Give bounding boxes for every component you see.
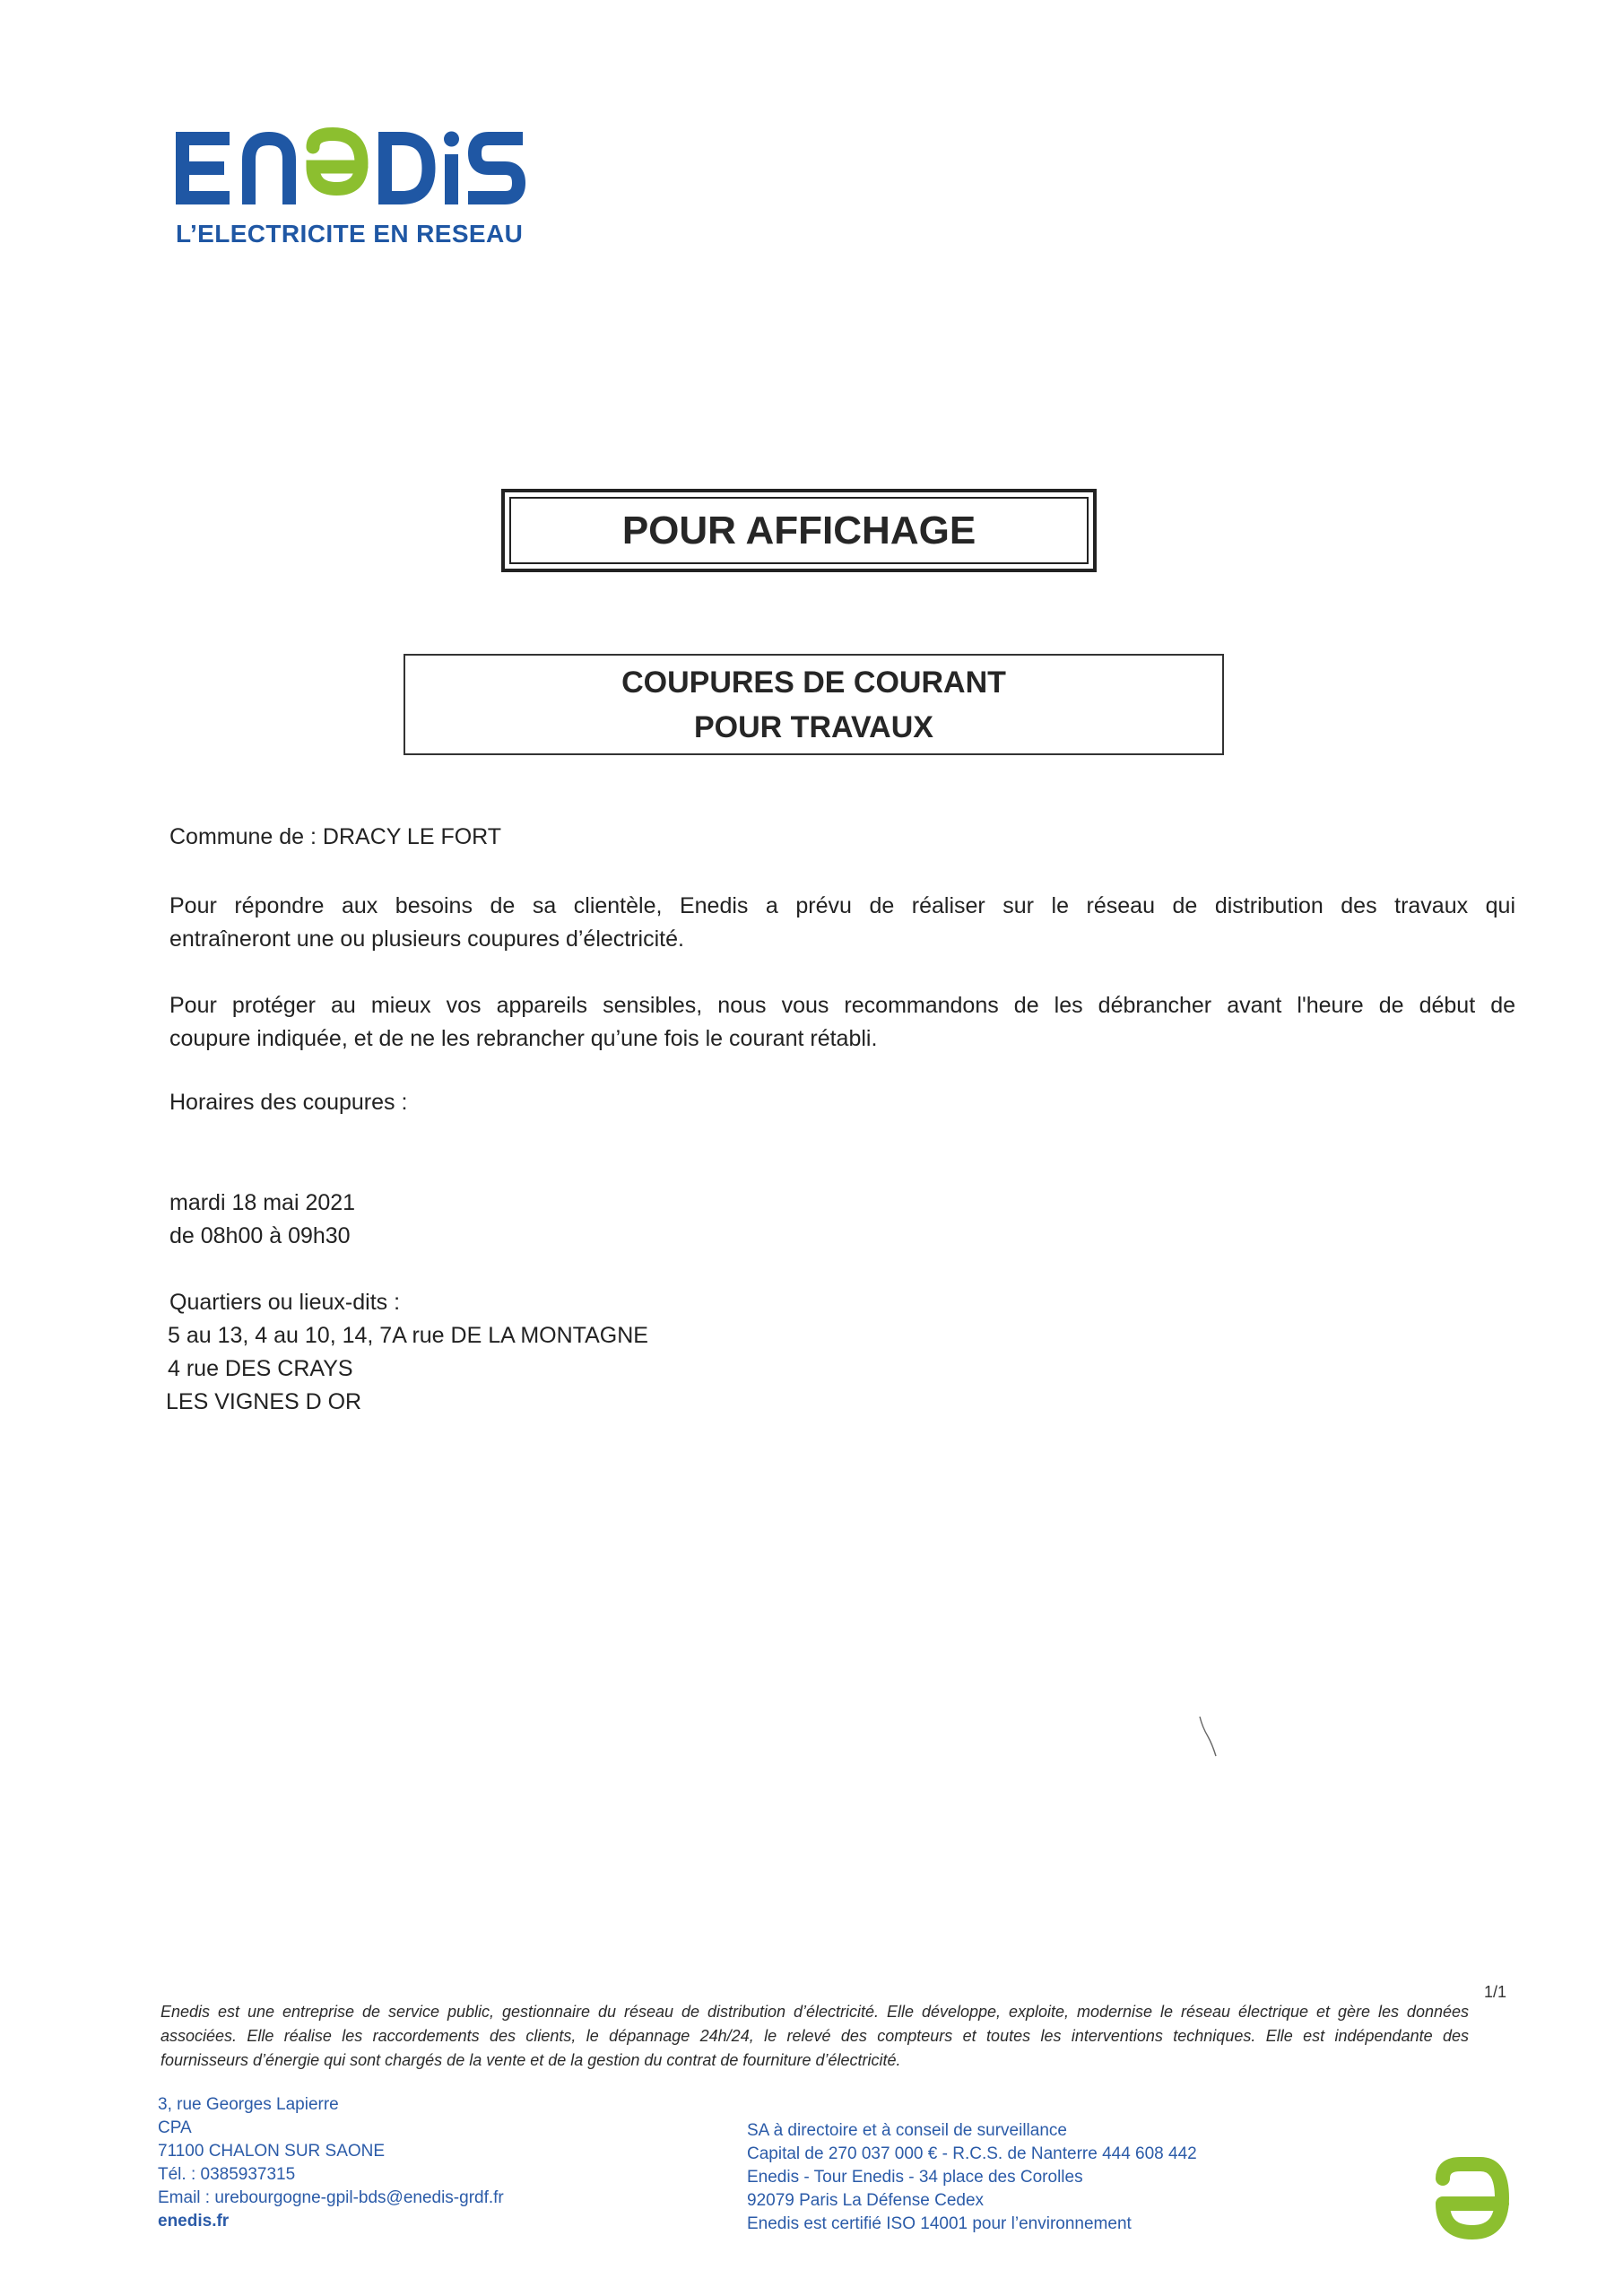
footer-company-info <box>747 2119 1197 2236</box>
notice-title-line: COUPURES DE COURANT <box>621 665 1006 700</box>
footer-address <box>158 2093 504 2233</box>
company-line: 92079 Paris La Défense Cedex <box>747 2191 985 2210</box>
logo-letter-n <box>249 139 290 205</box>
website: enedis.fr <box>158 2212 230 2231</box>
display-notice-box <box>501 489 1097 572</box>
display-notice-label: POUR AFFICHAGE <box>621 508 976 552</box>
company-line: Enedis est certifié ISO 14001 pour l’environnement <box>747 2214 1132 2233</box>
address-line: CPA <box>158 2118 192 2137</box>
logo-letter-i <box>444 132 459 205</box>
disclaimer-line: associées. Elle réalise les raccordements des clients, le dépannage 24h/24, le relevé des compteurs et toutes les interventions techniques. Elle est indépendante des <box>161 2027 1469 2045</box>
disclaimer-line: Enedis est une entreprise de service public, gestionnaire du réseau de distribution d’électricité. Elle développe, exploite, modernise le réseau électrique et gère les données <box>161 2003 1469 2021</box>
logo-letter-e <box>176 132 230 204</box>
logo-letter-s <box>468 139 523 198</box>
enedis-wordmark <box>176 127 527 210</box>
footer-disclaimer <box>161 2000 1469 2073</box>
location-item: 5 au 13, 4 au 10, 14, 7A rue DE LA MONTAGNE <box>168 1323 648 1348</box>
enedis-e-icon <box>1432 2157 1509 2239</box>
logo-letter-d <box>386 139 430 198</box>
paragraph-line: Pour protéger au mieux vos appareils sensibles, nous vous recommandons de les débrancher avant l'heure de début de <box>169 993 1515 1018</box>
paragraph-line: Pour répondre aux besoins de sa clientèle, Enedis a prévu de réaliser sur le réseau de distribution des travaux qui <box>169 893 1515 918</box>
email-line: Email : urebourgogne-gpil-bds@enedis-grdf.fr <box>158 2188 504 2207</box>
locations <box>168 1286 648 1419</box>
address-line: 3, rue Georges Lapierre <box>158 2095 339 2114</box>
notice-title-box <box>404 654 1224 755</box>
logo-green-e-icon <box>313 135 361 189</box>
disclaimer-line: fournisseurs d’énergie qui sont chargés de la vente et de la gestion du contrat de fourniture d’électricité. <box>161 2051 901 2069</box>
schedule <box>169 1187 355 1253</box>
schedule-heading: Horaires des coupures : <box>169 1090 408 1115</box>
notice-title-line: POUR TRAVAUX <box>694 709 933 744</box>
page-number: 1/1 <box>1484 1983 1507 2001</box>
location-item: LES VIGNES D OR <box>166 1389 362 1414</box>
address-line: 71100 CHALON SUR SAONE <box>158 2142 386 2161</box>
display-notice-inner-frame <box>509 497 1089 564</box>
paragraph-line: entraîneront une ou plusieurs coupures d’électricité. <box>169 926 684 952</box>
outage-date: mardi 18 mai 2021 <box>169 1190 356 1215</box>
locations-heading: Quartiers ou lieux-dits : <box>169 1290 401 1315</box>
paragraph-line: coupure indiquée, et de ne les rebrancher qu’une fois le courant rétabli. <box>169 1026 878 1051</box>
phone-line: Tél. : 0385937315 <box>158 2165 296 2184</box>
logo-tagline: L’ELECTRICITE EN RESEAU <box>176 220 524 248</box>
location-item: 4 rue DES CRAYS <box>168 1356 353 1381</box>
scan-mark <box>1197 1715 1220 1760</box>
paragraph-2 <box>169 989 1515 1056</box>
enedis-logo <box>176 127 527 210</box>
company-line: SA à directoire et à conseil de surveillance <box>747 2121 1067 2140</box>
commune: Commune de : DRACY LE FORT <box>169 824 502 849</box>
company-line: Capital de 270 037 000 € - R.C.S. de Nanterre 444 608 442 <box>747 2144 1197 2163</box>
outage-time: de 08h00 à 09h30 <box>169 1223 351 1248</box>
company-line: Enedis - Tour Enedis - 34 place des Corolles <box>747 2168 1083 2187</box>
paragraph-1 <box>169 890 1515 956</box>
